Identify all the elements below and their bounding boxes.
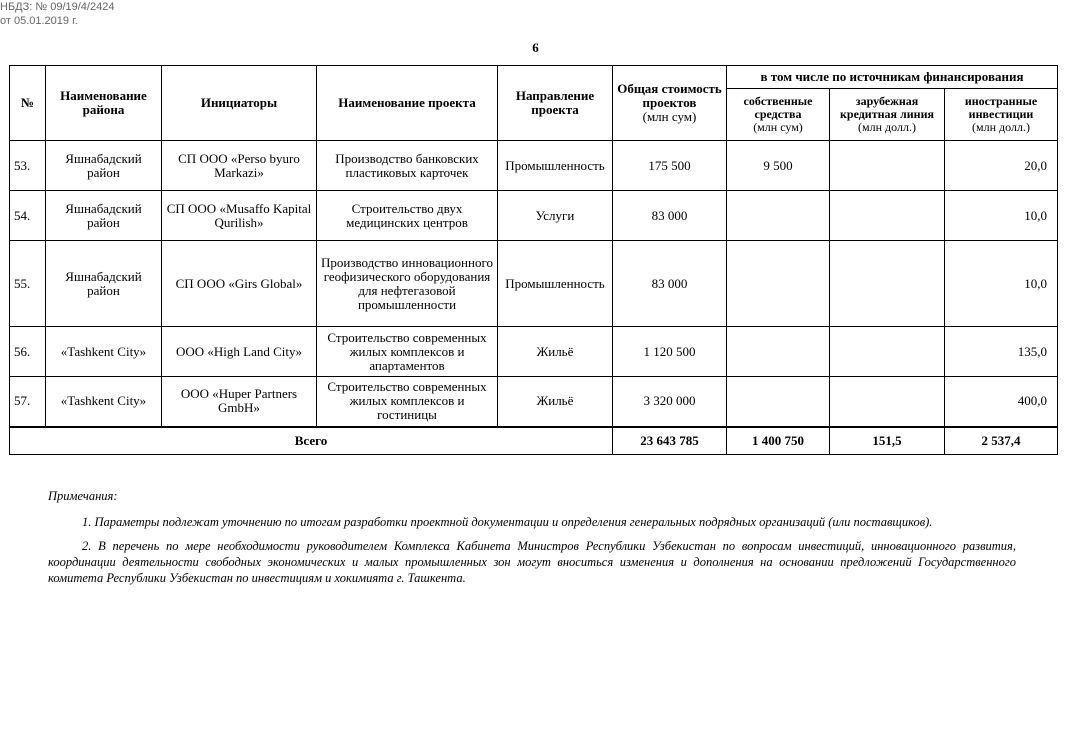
row-no: 54.	[10, 191, 46, 241]
row-district: «Tashkent City»	[46, 377, 162, 427]
row-project: Производство банковских пластиковых карточек	[317, 141, 498, 191]
row-project: Строительство современных жилых комплексов и апартаментов	[317, 327, 498, 377]
header-row-1	[10, 66, 1058, 89]
table-row	[10, 327, 1058, 377]
row-own	[727, 327, 830, 377]
row-no: 57.	[10, 377, 46, 427]
header-foreign-credit-label: зарубежная кредитная линия	[839, 94, 934, 121]
row-invest: 135,0	[945, 327, 1058, 377]
row-initiator: ООО «Huper Partners GmbH»	[162, 377, 317, 427]
row-own	[727, 241, 830, 327]
row-direction: Услуги	[498, 191, 613, 241]
header-own-label: собственные средства	[743, 94, 813, 121]
row-cost: 83 000	[613, 241, 727, 327]
note-1: 1. Параметры подлежат уточнению по итогам разработки проектной документации и определения генеральных подрядных организаций (или поставщиков).	[82, 515, 933, 529]
total-row	[10, 427, 1058, 455]
notes-title: Примечания:	[48, 489, 118, 503]
row-direction: Жильё	[498, 327, 613, 377]
row-direction: Жильё	[498, 377, 613, 427]
stamp-date: от 05.01.2019 г.	[0, 15, 78, 27]
row-district: Яшнабадский район	[46, 191, 162, 241]
row-own	[727, 377, 830, 427]
table-row	[10, 377, 1058, 427]
row-cost: 3 320 000	[613, 377, 727, 427]
table-row	[10, 241, 1058, 327]
row-cost: 83 000	[613, 191, 727, 241]
row-invest: 10,0	[945, 191, 1058, 241]
table-row	[10, 141, 1058, 191]
row-district: Яшнабадский район	[46, 141, 162, 191]
total-cost: 23 643 785	[613, 427, 727, 455]
row-direction: Промышленность	[498, 141, 613, 191]
row-invest: 10,0	[945, 241, 1058, 327]
header-foreign-inv	[945, 89, 1058, 141]
header-foreign-credit-unit: (млн долл.)	[858, 120, 916, 134]
row-project: Строительство двух медицинских центров	[317, 191, 498, 241]
row-project: Строительство современных жилых комплексов и гостиницы	[317, 377, 498, 427]
row-credit	[830, 141, 945, 191]
row-cost: 1 120 500	[613, 327, 727, 377]
header-cost	[613, 66, 727, 141]
total-invest: 2 537,4	[945, 427, 1058, 455]
row-credit	[830, 241, 945, 327]
header-project: Наименование проекта	[317, 66, 498, 141]
row-no: 56.	[10, 327, 46, 377]
total-label: Всего	[10, 427, 613, 455]
note-2: 2. В перечень по мере необходимости руководителем Комплекса Кабинета Министров Республики Узбекистан по вопросам инвестиций, инновационного развития, координации деятельности свободных экономических и малых промышленных зон могут вноситься изменения и дополнения на основании предложений Государственного комитета Республики Узбекистан по инвестициям и хокимията г. Ташкента.	[48, 539, 1016, 585]
registration-stamp	[0, 0, 114, 28]
row-own: 9 500	[727, 141, 830, 191]
row-direction: Промышленность	[498, 241, 613, 327]
table-row	[10, 191, 1058, 241]
row-initiator: СП ООО «Perso byuro Markazi»	[162, 141, 317, 191]
row-initiator: СП ООО «Musaffo Kapital Qurilish»	[162, 191, 317, 241]
row-credit	[830, 191, 945, 241]
header-own-unit: (млн сум)	[753, 120, 803, 134]
header-cost-label: Общая стоимость проектов	[617, 81, 722, 110]
row-initiator: СП ООО «Girs Global»	[162, 241, 317, 327]
row-district: «Tashkent City»	[46, 327, 162, 377]
row-credit	[830, 327, 945, 377]
header-no: №	[10, 66, 46, 141]
total-own: 1 400 750	[727, 427, 830, 455]
row-invest: 400,0	[945, 377, 1058, 427]
row-no: 55.	[10, 241, 46, 327]
stamp-reg-number: НБДЗ: № 09/19/4/2424	[0, 1, 115, 13]
header-sources: в том числе по источникам финансирования	[727, 66, 1058, 89]
row-district: Яшнабадский район	[46, 241, 162, 327]
row-no: 53.	[10, 141, 46, 191]
row-cost: 175 500	[613, 141, 727, 191]
notes-section	[48, 488, 1016, 586]
row-credit	[830, 377, 945, 427]
row-own	[727, 191, 830, 241]
header-foreign-credit	[830, 89, 945, 141]
header-foreign-inv-label: иностранные инвестиции	[964, 94, 1038, 121]
header-own	[727, 89, 830, 141]
header-direction: Направление проекта	[498, 66, 613, 141]
row-initiator: ООО «High Land City»	[162, 327, 317, 377]
page-number: 6	[532, 40, 539, 55]
header-cost-unit: (млн сум)	[642, 109, 697, 124]
row-project: Производство инновационного геофизического оборудования для нефтегазовой промышленности	[317, 241, 498, 327]
projects-table	[9, 65, 1058, 455]
header-district: Наименование района	[46, 66, 162, 141]
total-credit: 151,5	[830, 427, 945, 455]
row-invest: 20,0	[945, 141, 1058, 191]
header-initiators: Инициаторы	[162, 66, 317, 141]
header-foreign-inv-unit: (млн долл.)	[972, 120, 1030, 134]
